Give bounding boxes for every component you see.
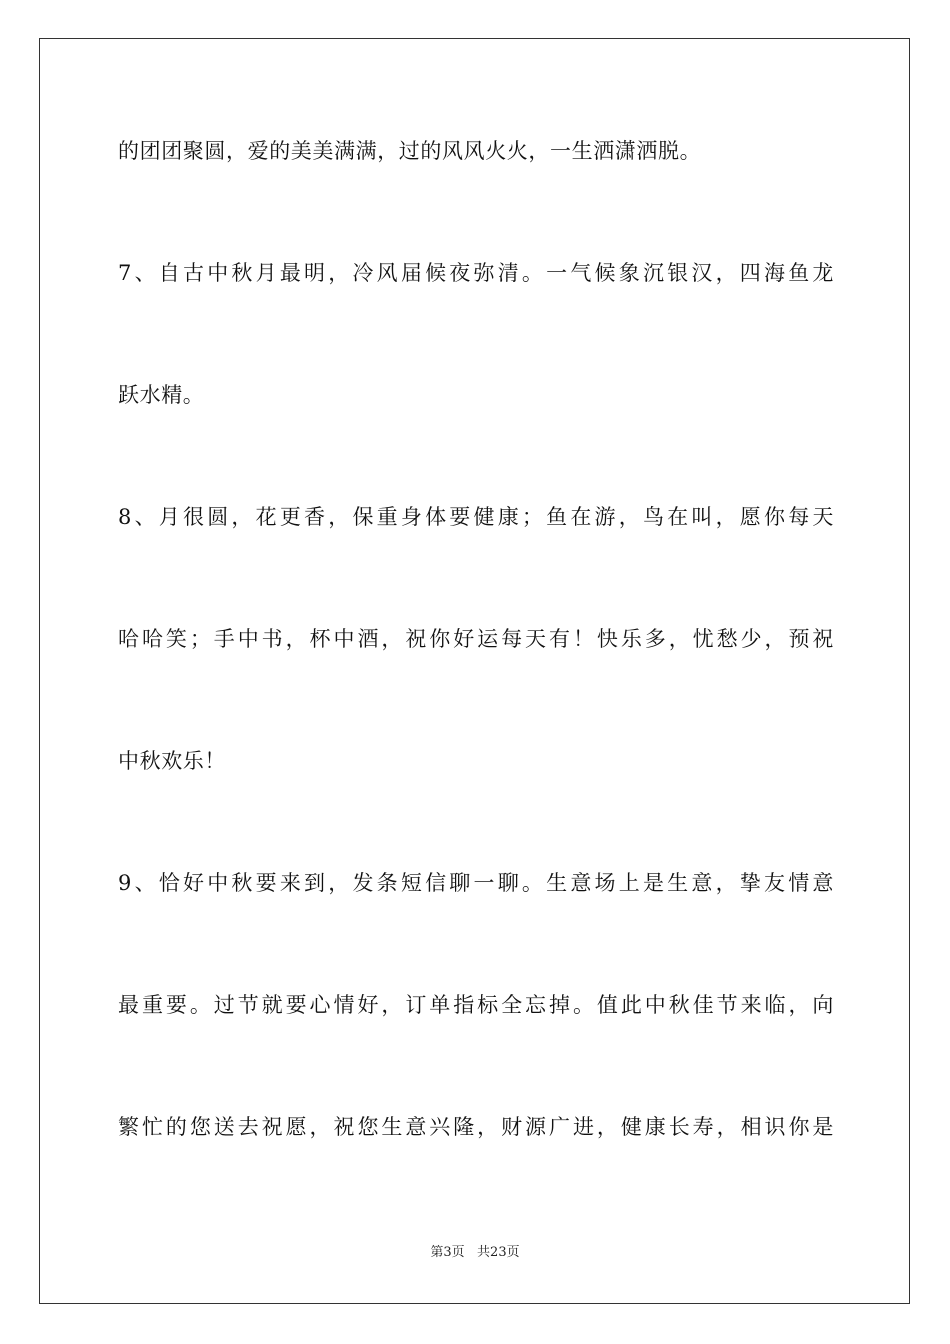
text-line: 8、月很圆，花更香，保重身体要健康；鱼在游，鸟在叫，愿你每天 [118, 505, 834, 529]
text-line: 的团团聚圆，爱的美美满满，过的风风火火，一生洒潇洒脱。 [118, 139, 702, 163]
text-line: 9、恰好中秋要来到，发条短信聊一聊。生意场上是生意，挚友情意 [118, 871, 834, 895]
text-line: 跃水精。 [118, 383, 205, 407]
text-line: 最重要。过节就要心情好，订单指标全忘掉。值此中秋佳节来临，向 [118, 993, 834, 1017]
page-number-footer: 第3页 共23页 [430, 1245, 520, 1260]
text-line: 哈哈笑；手中书，杯中酒，祝你好运每天有！快乐多，忧愁少，预祝 [118, 627, 834, 651]
text-line: 中秋欢乐！ [118, 749, 226, 773]
text-line: 7、自古中秋月最明，冷风届候夜弥清。一气候象沉银汉，四海鱼龙 [118, 261, 834, 285]
text-line: 繁忙的您送去祝愿，祝您生意兴隆，财源广进，健康长寿，相识你是 [118, 1115, 834, 1139]
